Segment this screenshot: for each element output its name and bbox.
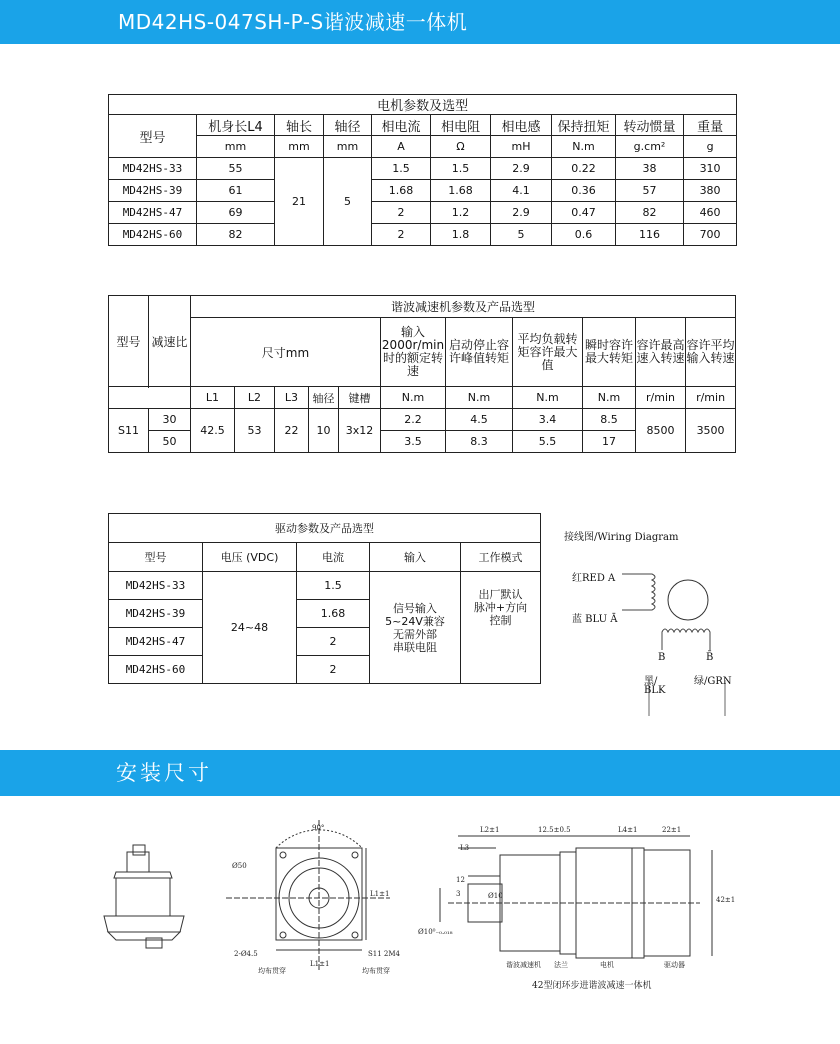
perf-header: 启动停止容许峰值转矩	[446, 318, 513, 387]
d12-label: 12.5±0.5	[538, 826, 571, 834]
ratio-cell: 50	[149, 431, 191, 453]
input-line: 无需外部	[393, 627, 437, 641]
size-header: 尺寸mm	[191, 318, 381, 387]
current-cell: 2	[372, 224, 431, 246]
perf-header: 平均负载转矩容许最大值	[513, 318, 583, 387]
col-header: 相电阻	[431, 115, 491, 136]
wire-b-bar-label: B̄	[706, 652, 714, 663]
size-col: L3	[275, 387, 309, 409]
angle-label: 90°	[312, 824, 325, 832]
l1-bottom-label: L1±1	[310, 960, 330, 968]
reducer-part-label: 谐波减速机	[506, 961, 541, 969]
phi10h-label: Ø10⁰₋₀.₀₁₈	[418, 928, 453, 936]
empty-cell	[109, 387, 191, 409]
unit-cell: N.m	[513, 387, 583, 409]
resistance-cell: 1.8	[431, 224, 491, 246]
weight-cell: 310	[684, 158, 737, 180]
product-title-banner	[0, 0, 840, 44]
holes-note: 均布贯穿	[258, 967, 286, 975]
size-col: 键槽	[339, 387, 381, 409]
inductance-cell: 2.9	[491, 202, 552, 224]
col-header: 机身长L4	[197, 115, 275, 136]
current-cell: 1.68	[297, 600, 370, 628]
col-header: 转动惯量	[616, 115, 684, 136]
l2-cell: 53	[235, 409, 275, 453]
avg-load-cell: 5.5	[513, 431, 583, 453]
perf-header: 输入2000r/min时的额定转速	[381, 318, 446, 387]
model-cell: MD42HS-47	[109, 628, 203, 656]
phi50-label: Ø50	[232, 862, 247, 870]
peak-cell: 4.5	[446, 409, 513, 431]
mode-line: 出厂默认	[478, 588, 523, 601]
driver-params-table	[108, 513, 541, 684]
d12s-label: 12	[456, 876, 465, 884]
motor-model-header: 型号	[109, 115, 197, 158]
body-length-cell: 61	[197, 180, 275, 202]
unit-cell: r/min	[636, 387, 686, 409]
flange-part-label: 法兰	[554, 961, 568, 969]
inertia-cell: 38	[616, 158, 684, 180]
col-header: 输入	[370, 543, 461, 572]
unit-cell: Ω	[431, 136, 491, 158]
inertia-cell: 82	[616, 202, 684, 224]
wire-green-label: 绿/GRN	[694, 676, 732, 687]
motor-table-title: 电机参数及选型	[109, 95, 737, 115]
motor-part-label: 电机	[600, 961, 614, 969]
inductance-cell: 5	[491, 224, 552, 246]
phi10-label: Ø10	[488, 892, 503, 900]
weight-cell: 700	[684, 224, 737, 246]
unit-cell: N.m	[381, 387, 446, 409]
inertia-cell: 57	[616, 180, 684, 202]
l3-label: L3	[460, 844, 470, 852]
wiring-diagram	[560, 520, 820, 720]
thread-label: S11 2M4	[368, 950, 401, 958]
wire-black-en-label: BLK	[644, 685, 666, 696]
current-cell: 1.5	[372, 158, 431, 180]
shaft-diameter-cell: 10	[309, 409, 339, 453]
col-header: 电压 (VDC)	[203, 543, 297, 572]
reducer-ratio-header: 减速比	[149, 296, 191, 387]
wire-b-label: B	[658, 652, 666, 663]
mode-line: 脉冲+方向	[473, 601, 528, 614]
l1-cell: 42.5	[191, 409, 235, 453]
mode-line: 控制	[489, 614, 512, 627]
model-cell: MD42HS-60	[109, 224, 197, 246]
input-cell	[370, 572, 461, 684]
mode-cell	[461, 572, 541, 684]
size-col: L1	[191, 387, 235, 409]
reducer-params-table	[108, 295, 736, 453]
resistance-cell: 1.5	[431, 158, 491, 180]
table-row	[109, 180, 737, 202]
product-title: MD42HS-047SH-P-S谐波减速一体机	[118, 10, 468, 34]
current-cell: 2	[372, 202, 431, 224]
l3-cell: 22	[275, 409, 309, 453]
peak-cell: 8.3	[446, 431, 513, 453]
unit-cell: r/min	[686, 387, 736, 409]
model-cell: MD42HS-33	[109, 158, 197, 180]
body-length-cell: 69	[197, 202, 275, 224]
model-cell: MD42HS-39	[109, 180, 197, 202]
install-banner	[0, 750, 840, 796]
drawing-caption: 42型闭环步进谐波减速一体机	[532, 981, 652, 991]
model-cell: MD42HS-39	[109, 600, 203, 628]
col-header: 轴长	[275, 115, 324, 136]
thread-note: 均布贯穿	[362, 967, 390, 975]
unit-cell: mH	[491, 136, 552, 158]
table-row	[109, 224, 737, 246]
current-cell: 2	[297, 656, 370, 684]
unit-cell: A	[372, 136, 431, 158]
table-row	[109, 409, 736, 431]
wire-red-label: 红RED A	[572, 573, 616, 584]
unit-cell: N.m	[446, 387, 513, 409]
unit-cell: N.m	[552, 136, 616, 158]
unit-cell: mm	[197, 136, 275, 158]
keyway-cell: 3x12	[339, 409, 381, 453]
torque-cell: 0.22	[552, 158, 616, 180]
inertia-cell: 116	[616, 224, 684, 246]
avg-input-speed-cell: 3500	[686, 409, 736, 453]
wire-blue-label: 蓝 BLU Ā	[572, 614, 618, 625]
perf-header: 瞬时容许最大转矩	[583, 318, 636, 387]
ratio-cell: 30	[149, 409, 191, 431]
driver-part-label: 驱动器	[664, 961, 685, 969]
current-cell: 1.68	[372, 180, 431, 202]
l1-side-label: L1±1	[370, 890, 390, 898]
col-header: 电流	[297, 543, 370, 572]
install-drawings	[0, 800, 840, 1044]
d42-label: 42±1	[716, 896, 736, 904]
input-line: 串联电阻	[393, 640, 437, 654]
torque-cell: 0.6	[552, 224, 616, 246]
inductance-cell: 2.9	[491, 158, 552, 180]
col-header: 轴径	[324, 115, 372, 136]
col-header: 保持扭矩	[552, 115, 616, 136]
table-row	[109, 158, 737, 180]
instant-cell: 17	[583, 431, 636, 453]
wiring-title: 接线图/Wiring Diagram	[564, 532, 679, 543]
unit-cell: g	[684, 136, 737, 158]
col-header: 型号	[109, 543, 203, 572]
model-cell: MD42HS-33	[109, 572, 203, 600]
torque-cell: 0.47	[552, 202, 616, 224]
input-line: 5~24V兼容	[385, 614, 445, 628]
weight-cell: 380	[684, 180, 737, 202]
model-cell: MD42HS-47	[109, 202, 197, 224]
l4-label: L4±1	[618, 826, 638, 834]
body-length-cell: 82	[197, 224, 275, 246]
torque-cell: 0.36	[552, 180, 616, 202]
rated-cell: 3.5	[381, 431, 446, 453]
instant-cell: 8.5	[583, 409, 636, 431]
col-header: 重量	[684, 115, 737, 136]
shaft-diameter-cell: 5	[324, 158, 372, 246]
reducer-model-cell: S11	[109, 409, 149, 453]
d22-label: 22±1	[662, 826, 682, 834]
unit-cell: N.m	[583, 387, 636, 409]
resistance-cell: 1.68	[431, 180, 491, 202]
perf-header: 容许最高速入转速	[636, 318, 686, 387]
voltage-cell: 24~48	[203, 572, 297, 684]
table-row	[109, 202, 737, 224]
install-drawings-graphic	[0, 800, 840, 1044]
l2-label: L2±1	[480, 826, 500, 834]
body-length-cell: 55	[197, 158, 275, 180]
motor-params-table	[108, 94, 737, 246]
weight-cell: 460	[684, 202, 737, 224]
holes-label: 2-Ø4.5	[234, 950, 258, 958]
unit-cell: mm	[275, 136, 324, 158]
col-header: 相电感	[491, 115, 552, 136]
driver-table-title: 驱动参数及产品选型	[109, 514, 541, 543]
wire-black-label: 黑/	[644, 676, 658, 687]
input-line: 信号输入	[393, 601, 437, 615]
current-cell: 1.5	[297, 572, 370, 600]
reducer-model-header: 型号	[109, 296, 149, 387]
avg-load-cell: 3.4	[513, 409, 583, 431]
shaft-length-cell: 21	[275, 158, 324, 246]
size-col: L2	[235, 387, 275, 409]
current-cell: 2	[297, 628, 370, 656]
reducer-table-title: 谐波减速机参数及产品选型	[191, 296, 736, 318]
table-row	[109, 572, 541, 600]
d3-label: 3	[456, 890, 461, 898]
rated-cell: 2.2	[381, 409, 446, 431]
resistance-cell: 1.2	[431, 202, 491, 224]
size-col: 轴径	[309, 387, 339, 409]
inductance-cell: 4.1	[491, 180, 552, 202]
unit-cell: mm	[324, 136, 372, 158]
model-cell: MD42HS-60	[109, 656, 203, 684]
col-header: 相电流	[372, 115, 431, 136]
unit-cell: g.cm²	[616, 136, 684, 158]
perf-header: 容许平均输入转速	[686, 318, 736, 387]
col-header: 工作模式	[461, 543, 541, 572]
max-input-speed-cell: 8500	[636, 409, 686, 453]
install-title: 安装尺寸	[116, 761, 212, 785]
